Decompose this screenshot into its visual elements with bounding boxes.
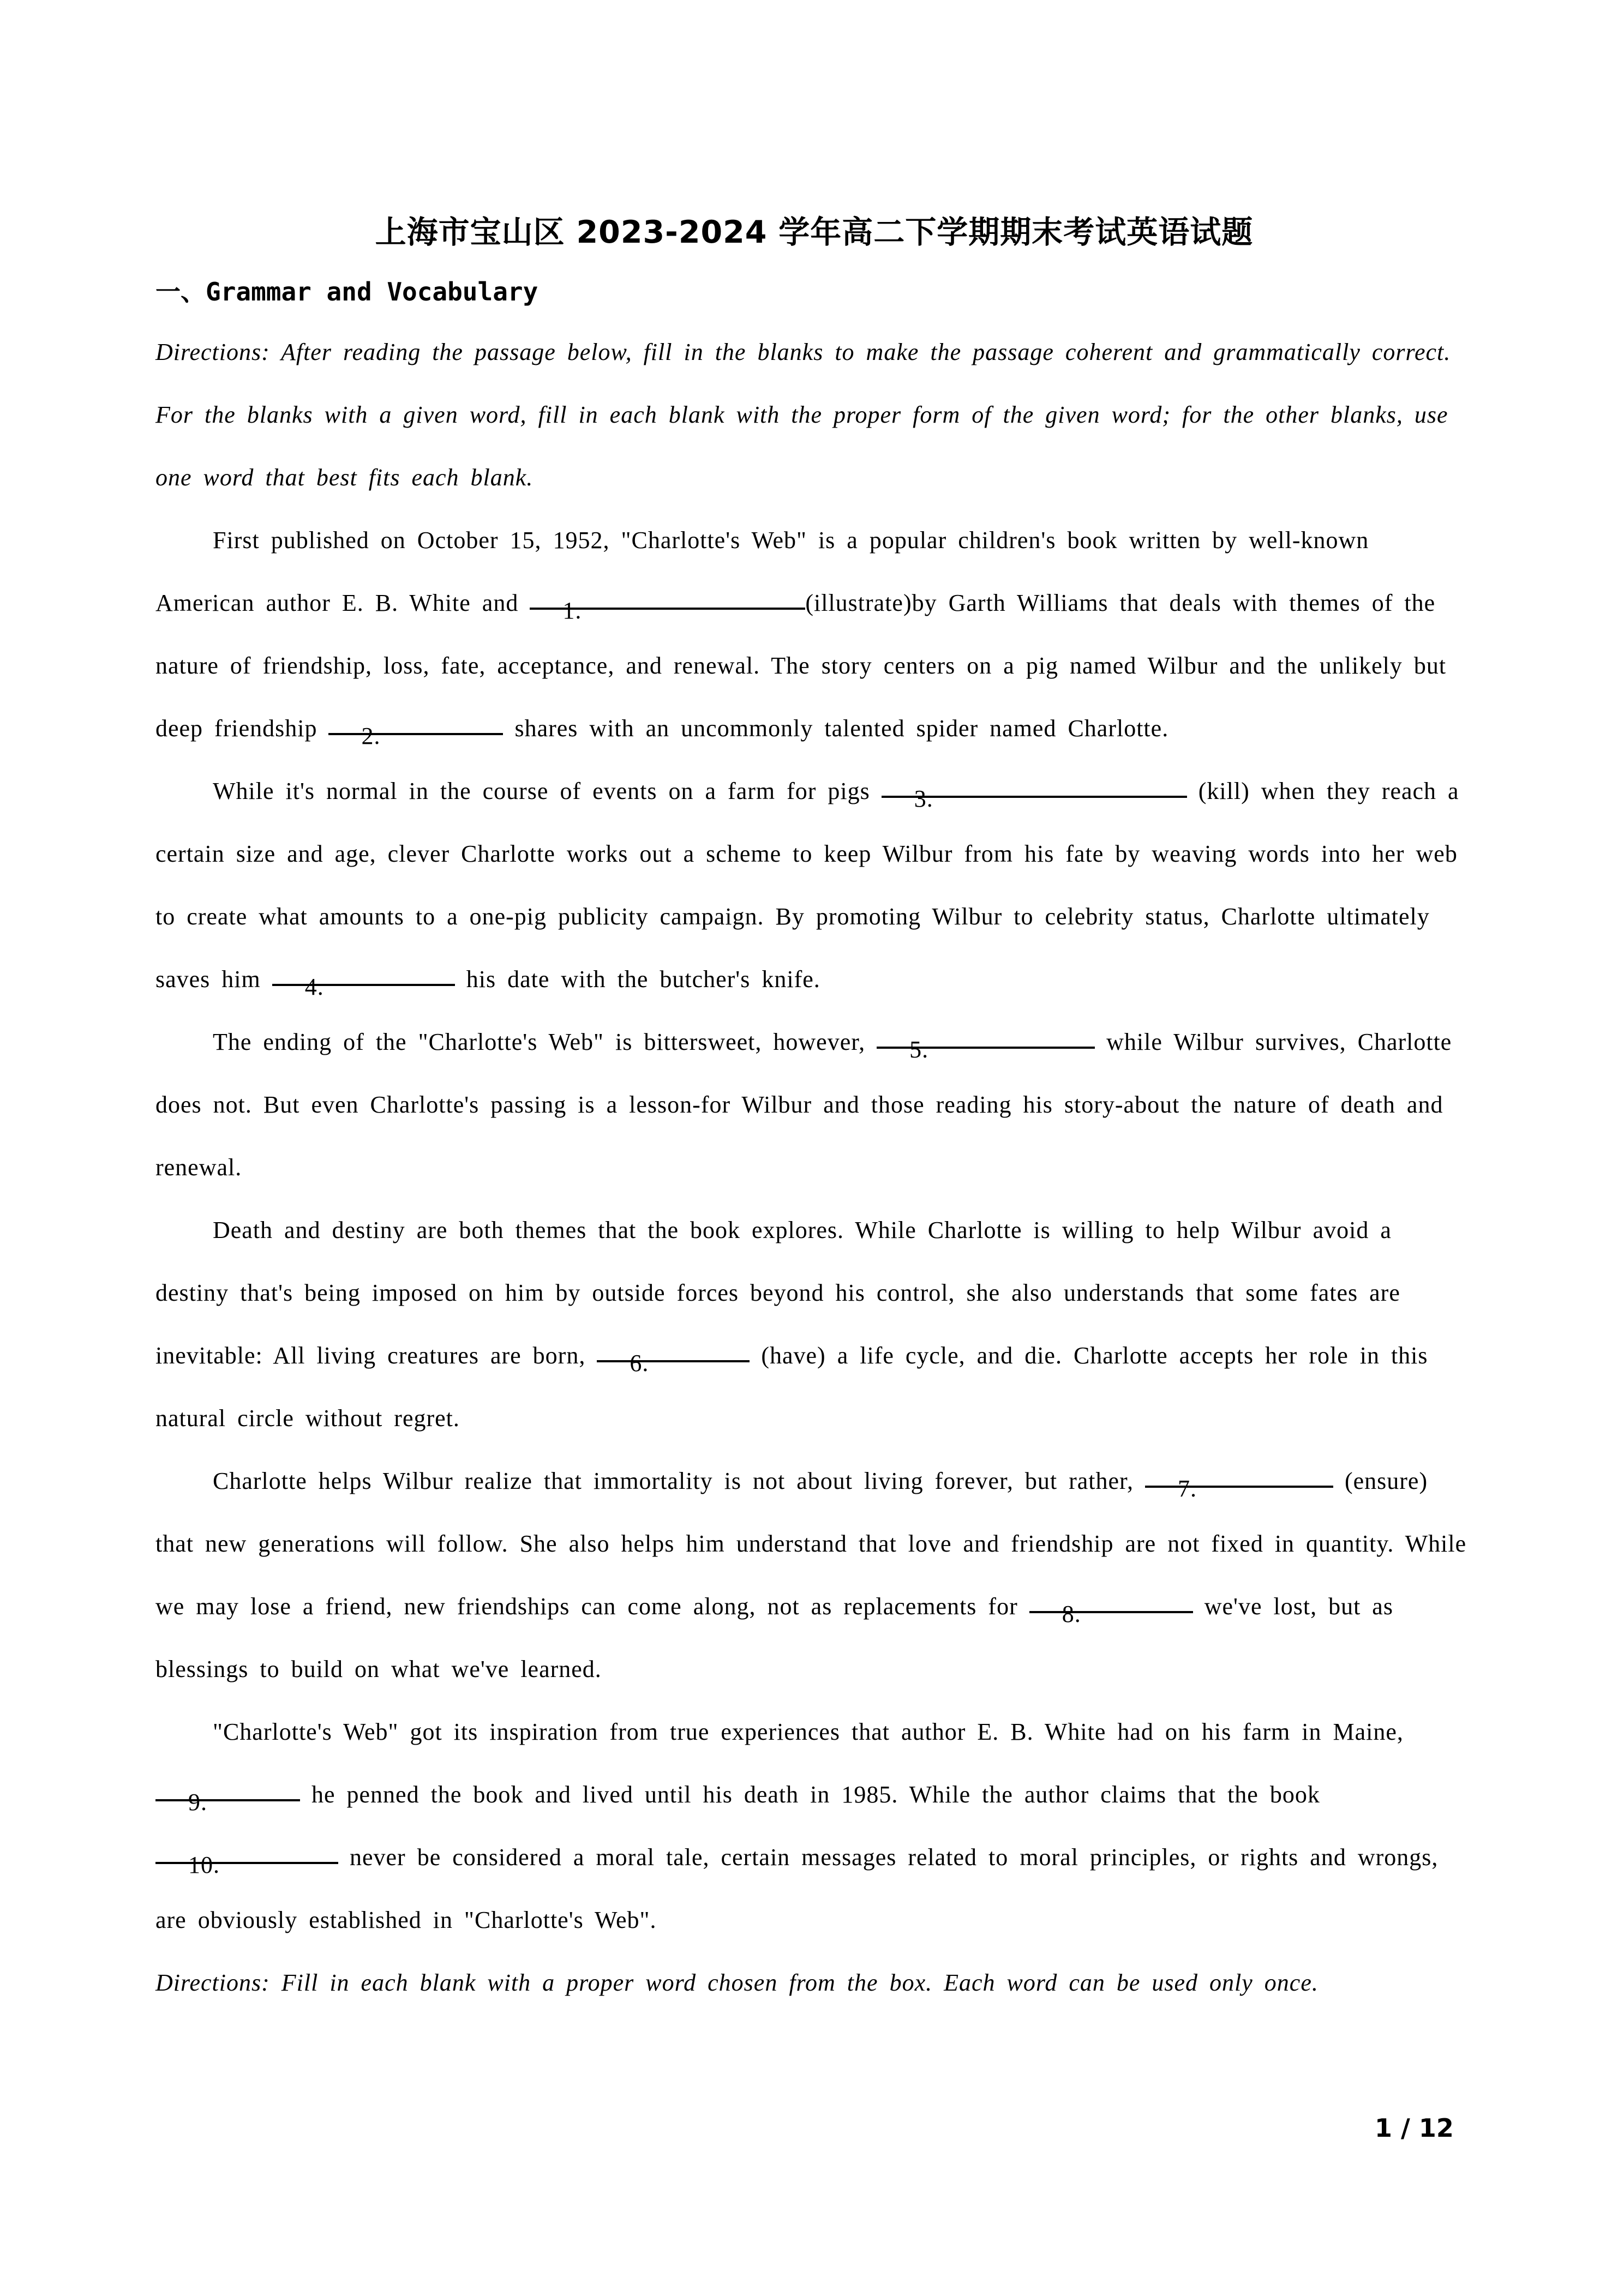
fill-blank-4 (272, 955, 455, 1000)
fill-blank-10 (155, 1834, 338, 1878)
page-title: 上海市宝山区 2023-2024 学年高二下学期期末考试英语试题 (375, 214, 1254, 250)
blank-number: 1. (562, 597, 582, 624)
fill-blank-2 (328, 705, 503, 749)
paragraph-text: while Wilbur survives, Charlotte does not. But even Charlotte's passing is a lesson-for Wilbur and those reading his story-about the nature of death and renewal. (155, 1029, 1452, 1181)
paragraph-text: he penned the book and lived until his death in 1985. While the author claims that the book (300, 1781, 1320, 1808)
paragraph-text: shares with an uncommonly talented spider named Charlotte. (503, 715, 1169, 742)
page-number: 1 / 12 (1375, 2113, 1454, 2143)
fill-blank-9 (155, 1771, 300, 1816)
blank-number: 3. (914, 785, 933, 812)
paragraph-text: Charlotte helps Wilbur realize that immortality is not about living forever, but rather, (213, 1468, 1145, 1494)
paragraph-6 (155, 1700, 1473, 1951)
blank-number: 4. (304, 973, 324, 1000)
blank-number: 7. (1177, 1475, 1197, 1502)
paragraph-1 (155, 509, 1473, 760)
fill-blank-5 (877, 1018, 1095, 1063)
paragraph-text: "Charlotte's Web" got its inspiration from true experiences that author E. B. White had on his farm in Maine, (213, 1718, 1404, 1745)
paragraph-text: (illustrate)by Garth Williams that deals with themes of the nature of friendship, loss, fate, acceptance, and renewal. The story centers on a pig named Wilbur and the unlikely but deep friendship (155, 590, 1447, 742)
passage-paragraphs (155, 509, 1473, 1951)
paragraph-text: (have) a life cycle, and die. Charlotte accepts her role in this natural circle without regret. (155, 1342, 1428, 1432)
fill-blank-1 (530, 579, 805, 624)
paragraph-5 (155, 1450, 1473, 1700)
page-content (155, 213, 1473, 2014)
paragraph-text: (kill) when they reach a certain size and age, clever Charlotte works out a scheme to keep Wilbur from his fate by weaving words into her web to create what amounts to a one-pig publicity campaign. By promoting Wilbur to celebrity status, Charlotte ultimately saves him (155, 778, 1459, 993)
fill-blank-7 (1145, 1457, 1333, 1502)
blank-number: 8. (1062, 1601, 1081, 1627)
blank-number: 6. (630, 1350, 649, 1377)
vocabulary-directions: Directions: Fill in each blank with a proper word chosen from the box. Each word can be used only once. (155, 1969, 1319, 1996)
paragraph-text: we've lost, but as blessings to build on what we've learned. (155, 1593, 1393, 1682)
blank-number: 10. (188, 1852, 220, 1878)
grammar-directions: Directions: After reading the passage below, fill in the blanks to make the passage coherent and grammatically correct. For the blanks with a given word, fill in each blank with the proper form of the given word; for the other blanks, use one word that best fits each blank. (155, 339, 1451, 491)
blank-number: 2. (361, 723, 381, 749)
paragraph-4 (155, 1199, 1473, 1450)
paragraph-2 (155, 760, 1473, 1011)
section-heading-grammar-and-vocabulary: 一、Grammar and Vocabulary (155, 277, 538, 306)
blank-number: 9. (188, 1789, 207, 1816)
paragraph-3 (155, 1011, 1473, 1199)
paragraph-text: The ending of the "Charlotte's Web" is bittersweet, however, (213, 1029, 877, 1055)
paragraph-text: First published on October 15, 1952, "Charlotte's Web" is a popular children's book written by well-known American author E. B. White and (155, 527, 1369, 616)
blank-number: 5. (909, 1036, 929, 1063)
paragraph-text: While it's normal in the course of events on a farm for pigs (213, 778, 882, 804)
fill-blank-3 (882, 767, 1187, 812)
paragraph-text: his date with the butcher's knife. (454, 966, 820, 993)
fill-blank-8 (1029, 1583, 1193, 1627)
paragraph-text: (ensure) that new generations will follow. She also helps him understand that love and friendship are not fixed in quantity. While we may lose a friend, new friendships can come along, not as replacements for (155, 1468, 1467, 1620)
paragraph-text: never be considered a moral tale, certain messages related to moral principles, or rights and wrongs, are obviously established in "Charlotte's Web". (155, 1844, 1439, 1933)
fill-blank-6 (597, 1332, 750, 1377)
paragraph-text: Death and destiny are both themes that the book explores. While Charlotte is willing to help Wilbur avoid a destiny that's being imposed on him by outside forces beyond his control, she also understands that some fates are inevitable: All living creatures are born, (155, 1217, 1400, 1369)
